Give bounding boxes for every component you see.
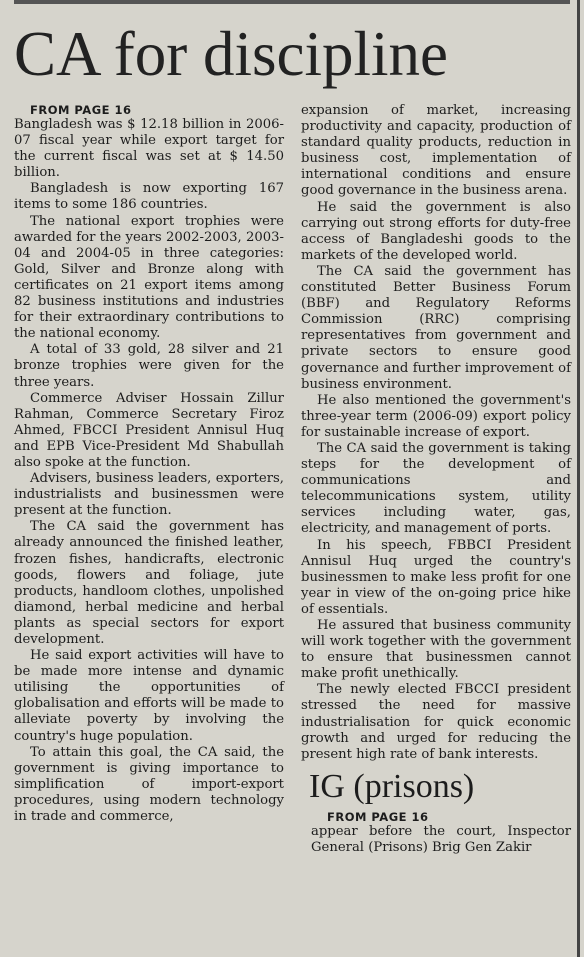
paragraph: Commerce Adviser Hossain Zillur Rahman, Commerce Secretary Firoz Ahmed, FBCCI President Annisul Huq and EPB Vice-President Md Shabullah also spoke at the function. — [14, 390, 284, 470]
article-column-1 — [14, 103, 284, 825]
paragraph: expansion of market, increasing productivity and capacity, production of standard quality products, reduction in business cost, implementation of international conditions and ensure good governance in the business arena. — [301, 103, 571, 199]
paragraph: The CA said the government has constituted Better Business Forum (BBF) and Regulatory Reforms Commission (RRC) comprising representatives from government and private sectors to ensure good governance and further improvement of business environment. — [301, 263, 571, 392]
paragraph: He also mentioned the government's three-year term (2006-09) export policy for sustainable increase of export. — [301, 392, 571, 440]
paragraph: Advisers, business leaders, exporters, industrialists and businessmen were present at the function. — [14, 471, 284, 519]
column-rule — [577, 0, 580, 957]
paragraph: He said the government is also carrying out strong efforts for duty-free access of Bangladeshi goods to the markets of the developed world. — [301, 199, 571, 263]
paragraph: He said export activities will have to be made more intense and dynamic utilising the opportunities of globalisation and efforts will be made to alleviate poverty by involving the country's huge population. — [14, 648, 284, 744]
paragraph: The CA said the government is taking steps for the development of communications and telecommunications system, utility services including water, gas, electricity, and management of ports. — [301, 440, 571, 537]
from-page-kicker: FROM PAGE 16 — [30, 103, 132, 117]
paragraph: The newly elected FBCCI president stressed the need for massive industrialisation for quick economic growth and urged for reducing the present high rate of bank interests. — [301, 682, 571, 762]
paragraph: He assured that business community will work together with the government to ensure that businessmen cannot make profit unethically. — [301, 618, 571, 682]
paragraph: Bangladesh was $ 12.18 billion in 2006-07 fiscal year while export target for the current fiscal was set at $ 14.50 billion. — [14, 117, 284, 181]
headline: CA for discipline — [14, 19, 448, 89]
paragraph: The national export trophies were awarded for the years 2002-2003, 2003-04 and 2004-05 in three categories: Gold, Silver and Bronze along with certificates on 21 export items among 82 business institutions and industries for their extraordinary contributions to the national economy. — [14, 213, 284, 342]
paragraph: In his speech, FBBCI President Annisul Huq urged the country's businessmen to make less profit for one year in view of the on-going price hike of essentials. — [301, 537, 571, 617]
second-story-kicker: FROM PAGE 16 — [327, 809, 429, 824]
paragraph: To attain this goal, the CA said, the government is giving importance to simplification of import-export procedures, using modern technology in trade and commerce, — [14, 744, 284, 825]
paragraph: Bangladesh is now exporting 167 items to some 186 countries. — [14, 181, 284, 213]
article-column-2 — [301, 103, 571, 856]
second-story-text: appear before the court, Inspector General (Prisons) Brig Gen Zakir — [311, 823, 571, 855]
top-rule — [14, 0, 570, 4]
paragraph: The CA said the government has already announced the finished leather, frozen fishes, handicrafts, electronic goods, flowers and foliage, jute products, handloom clothes, unpolished diamond, herbal medicine and herbal plants as special sectors for export development. — [14, 519, 284, 647]
second-story-headline: IG (prisons) — [309, 767, 475, 805]
paragraph: A total of 33 gold, 28 silver and 21 bronze trophies were given for the three years. — [14, 342, 284, 390]
